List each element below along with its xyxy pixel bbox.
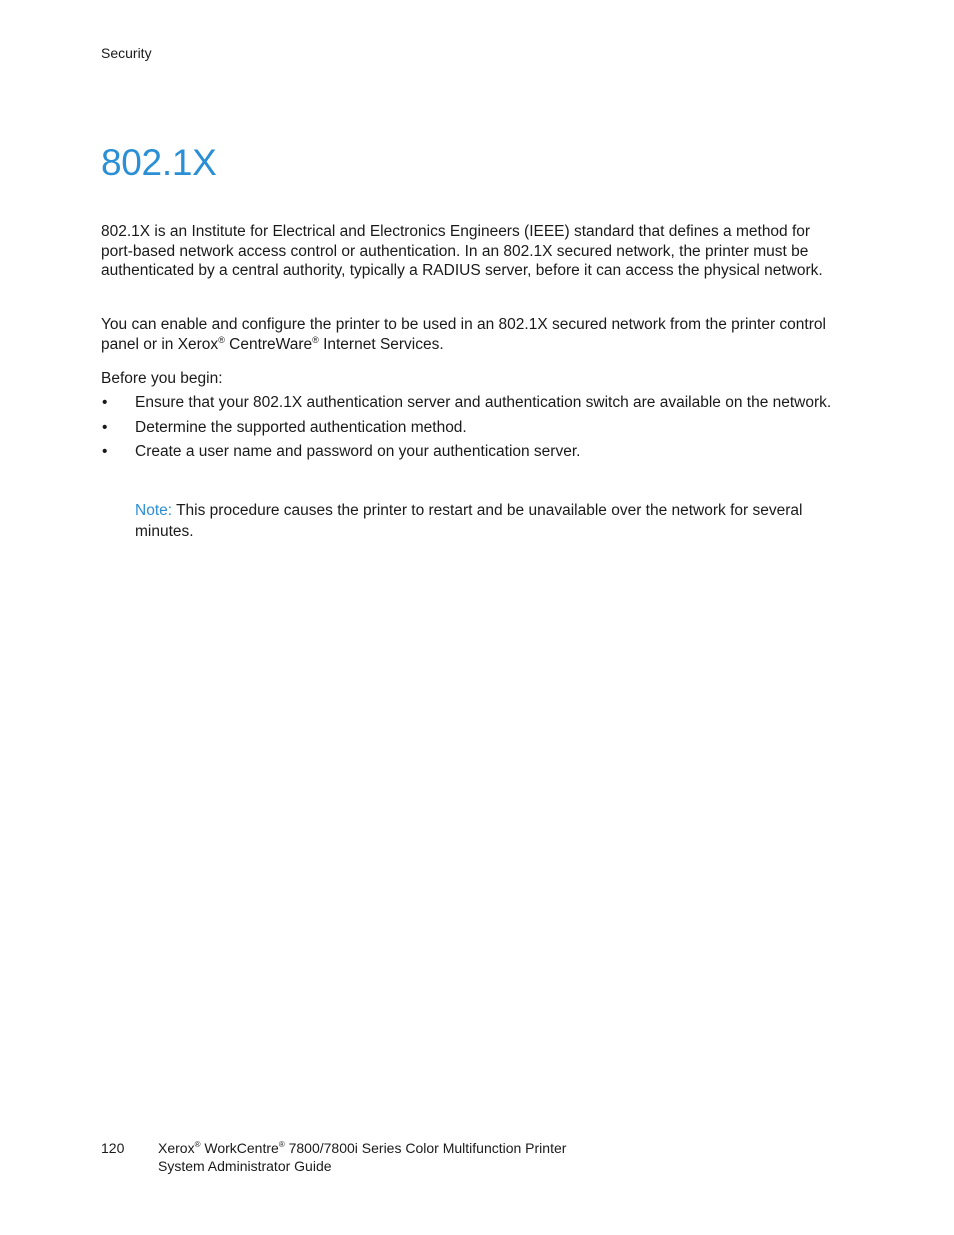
before-you-begin: Before you begin: — [101, 370, 223, 387]
note — [135, 501, 845, 542]
registered-mark: ® — [278, 1140, 285, 1149]
footer-series: 7800/7800i Series Color Multifunction Printer — [284, 1140, 567, 1156]
bullet-icon: • — [102, 418, 108, 436]
intro-paragraph: 802.1X is an Institute for Electrical and Electronics Engineers (IEEE) standard that defines a method for port-based network access control or authentication. In an 802.1X secured network, the printer must be authenticated by a central authority, typically a RADIUS server, before it can access the physical network. — [101, 223, 823, 280]
note-text: This procedure causes the printer to restart and be unavailable over the network for several minutes. — [135, 502, 803, 540]
registered-mark: ® — [194, 1140, 201, 1149]
list-item-text: Ensure that your 802.1X authentication server and authentication switch are available on the network. — [135, 394, 832, 411]
list-item-text: Create a user name and password on your authentication server. — [135, 443, 581, 460]
list-item — [101, 393, 846, 414]
enable-paragraph — [101, 315, 846, 354]
running-header: Security — [101, 45, 152, 61]
page-number: 120 — [101, 1140, 125, 1156]
registered-mark: ® — [312, 334, 319, 345]
page-title: 802.1X — [101, 142, 217, 183]
footer-model: WorkCentre — [200, 1140, 279, 1156]
enable-text-part1: You can enable and configure the printer to be used in an 802.1X secured network from the printer control panel or in Xerox — [101, 316, 826, 353]
note-label: Note: — [135, 502, 173, 519]
footer-guide: System Administrator Guide — [158, 1157, 332, 1174]
list-item — [101, 442, 846, 463]
list-item — [101, 418, 846, 439]
footer-brand: Xerox — [158, 1140, 195, 1156]
footer-product-line — [158, 1140, 566, 1158]
enable-text-part3: Internet Services. — [318, 335, 444, 353]
bullet-icon: • — [102, 443, 108, 460]
enable-text-part2: CentreWare — [224, 335, 313, 353]
footer-product — [158, 1140, 566, 1175]
prerequisites-list — [101, 393, 846, 467]
registered-mark: ® — [218, 334, 225, 345]
bullet-icon: • — [102, 394, 108, 411]
list-item-text: Determine the supported authentication method. — [135, 418, 467, 436]
